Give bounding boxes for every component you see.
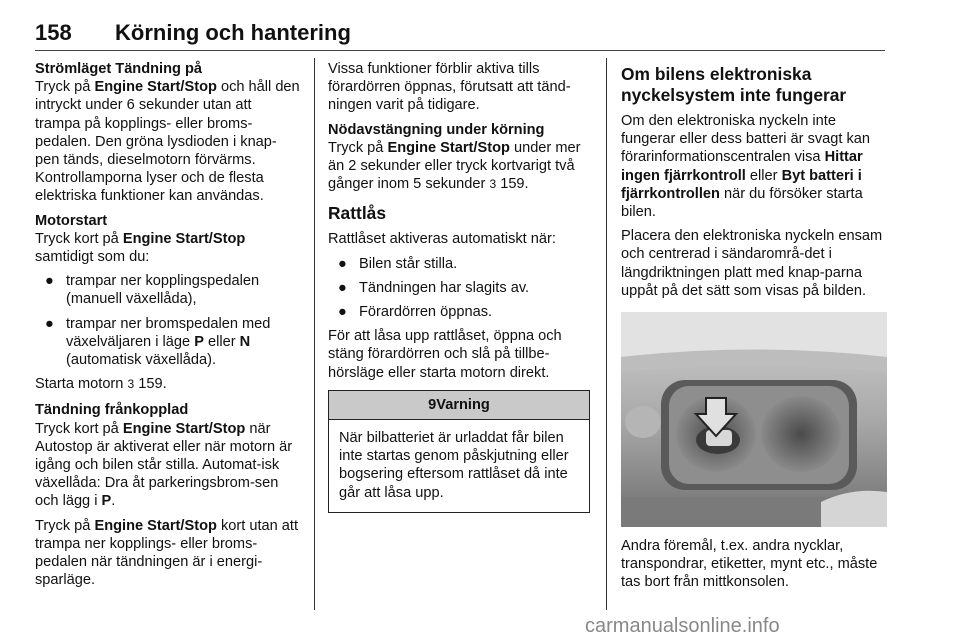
- page-number: 158: [35, 20, 72, 45]
- warning-label: Varning: [436, 396, 490, 413]
- text: Tryck kort på: [35, 230, 123, 247]
- bullet-icon: ●: [338, 279, 347, 296]
- warning-box: [328, 390, 590, 513]
- button-name: Engine Start/Stop: [122, 420, 246, 437]
- list-item: [328, 279, 590, 297]
- text: trampar ner bromspedalen med växelväljaren i läge: [66, 315, 271, 350]
- section-title: Strömläget Tändning på: [35, 61, 203, 77]
- text: under mer än 2 sekunder eller tryck kortvarigt två gånger inom 5 sekunder: [328, 139, 581, 193]
- bullet-icon: ●: [45, 315, 54, 332]
- bullet-icon: ●: [338, 304, 347, 321]
- section-heading: Om bilens elektroniska nyckelsystem inte fungerar: [621, 64, 847, 105]
- column-divider: [314, 58, 315, 610]
- button-name: Engine Start/Stop: [122, 230, 246, 247]
- paragraph: För att låsa upp rattlåset, öppna och stäng förardörren och slå på tillbe-hörsläge eller starta motorn direkt.: [328, 328, 562, 381]
- watermark: carmanualsonline.info: [585, 615, 780, 637]
- column-middle: [328, 60, 590, 513]
- text: när du försöker starta bilen.: [621, 185, 863, 221]
- gear-label: P: [194, 333, 204, 350]
- section-heading: Rattlås: [328, 203, 386, 224]
- list-item: [328, 303, 590, 321]
- button-name: Engine Start/Stop: [94, 517, 217, 534]
- column-divider: [606, 58, 607, 610]
- text: Tryck på: [35, 517, 95, 534]
- text: (automatisk växellåda).: [66, 352, 217, 369]
- paragraph: Placera den elektroniska nyckeln ensam och centrerad i sändarområ-det i längdriktningen platt med knap-parna uppåt på det sätt som visas på bilden.: [621, 228, 883, 299]
- text: Tryck på: [35, 79, 95, 96]
- paragraph: [35, 375, 300, 393]
- chapter-title: Körning och hantering: [115, 20, 351, 45]
- paragraph: [328, 139, 590, 194]
- text: Tryck kort på: [35, 420, 123, 437]
- text: .: [111, 493, 116, 510]
- bullet-icon: ●: [45, 273, 54, 290]
- paragraph: [35, 420, 300, 511]
- column-left: [35, 60, 300, 595]
- section-title: Motorstart: [35, 212, 108, 229]
- paragraph: Rattlåset aktiveras automatiskt när:: [328, 231, 556, 248]
- message-text: Byt batteri i fjärrkontrollen: [621, 167, 862, 202]
- section-title: Tändning frånkopplad: [35, 402, 189, 419]
- message-text: Hittar ingen fjärrkontroll: [621, 149, 863, 184]
- console-key-illustration: [621, 312, 887, 527]
- warning-header: [329, 391, 589, 420]
- text: Förardörren öppnas.: [359, 304, 493, 321]
- section-title: Nödavstängning under körning: [328, 121, 545, 138]
- list-item: [35, 272, 300, 308]
- column-right: [621, 60, 887, 598]
- text: när Autostop är aktiverat eller när motorn är igång och bilen står stilla. Automat-isk växellåda: Dra åt parkeringsbrom-sen och lägg i: [35, 420, 293, 510]
- paragraph: [35, 78, 300, 205]
- button-name: Engine Start/Stop: [387, 139, 510, 156]
- text: Om den elektroniska nyckeln inte fungerar eller dess batteri är svagt kan förarinformationscentralen visa: [621, 113, 871, 166]
- text: kort utan att trampa ner kopplings- eller broms-pedalen när tändningen är i energi-sparläge.: [35, 517, 299, 589]
- paragraph: [35, 517, 300, 590]
- bullet-list: [328, 255, 590, 322]
- text: och håll den intryckt under 6 sekunder utan att trampa på kopplings- eller broms-pedalen. Den gröna lysdioden i knap-pen tänds, dieselmotorn förvärms. Kontrollamporna lyser och de flesta elektriska funktioner kan användas.: [35, 79, 300, 205]
- button-name: Engine Start/Stop: [94, 79, 217, 96]
- ref-arrow-icon: 3: [489, 177, 497, 192]
- text: eller: [745, 167, 782, 184]
- text: eller: [203, 333, 240, 350]
- warning-symbol: 9: [428, 396, 437, 413]
- text: Bilen står stilla.: [359, 255, 458, 272]
- ref-arrow-icon: 3: [127, 377, 135, 392]
- gear-label: P: [101, 493, 112, 510]
- console-key-photo: [621, 312, 887, 527]
- bullet-list: [35, 272, 300, 369]
- list-item: [35, 315, 300, 370]
- text: Starta motorn: [35, 376, 128, 393]
- page-reference: 159.: [138, 376, 167, 393]
- bullet-icon: ●: [338, 255, 347, 272]
- list-item: [328, 255, 590, 273]
- paragraph: [621, 112, 887, 221]
- text: Tändningen har slagits av.: [359, 279, 530, 296]
- warning-text: När bilbatteriet är urladdat får bilen inte startas genom påskjutning eller bogsering eftersom rattlåset då inte går att låsa upp.: [339, 430, 569, 501]
- paragraph: Vissa funktioner förblir aktiva tills förardörren öppnas, förutsatt att tänd-ningen varit på tidigare.: [328, 61, 571, 114]
- text: samtidigt som du:: [35, 249, 150, 266]
- paragraph: Andra föremål, t.ex. andra nycklar, transpondrar, etiketter, mynt etc., måste tas bort från mittkonsolen.: [621, 538, 878, 591]
- text: Tryck på: [328, 139, 388, 156]
- paragraph: [35, 230, 300, 266]
- text: trampar ner kopplingspedalen (manuell växellåda),: [66, 273, 260, 308]
- gear-label: N: [239, 333, 251, 350]
- page-header: [35, 20, 885, 51]
- page-reference: 159.: [500, 176, 529, 193]
